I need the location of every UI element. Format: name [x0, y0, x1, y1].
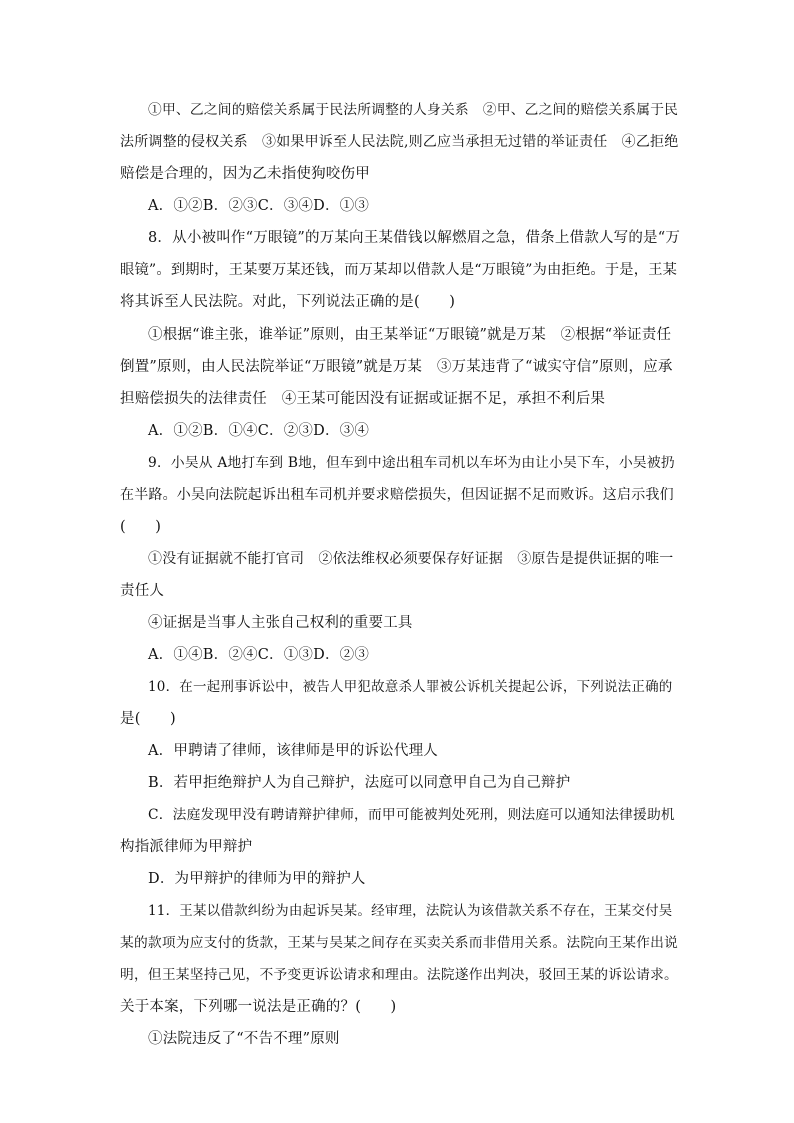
q8-answers: A．①②B．①④C．②③D．③④: [148, 423, 370, 439]
q11-stem-line-1: 11．王某以借款纠纷为由起诉吴某。经审理，法院认为该借款关系不存在，王某交付吴: [148, 903, 673, 919]
q10-option-b: B．若甲拒绝辩护人为自己辩护，法庭可以同意甲自己为自己辩护: [148, 775, 571, 791]
q8-stem-line-3: 将其诉至人民法院。对此，下列说法正确的是( ): [120, 294, 456, 310]
q9-stem-line-3: ( ): [120, 519, 162, 535]
q10-option-d: D．为甲辩护的律师为甲的辩护人: [148, 871, 366, 887]
q11-stem-line-2: 某的款项为应支付的货款，王某与吴某之间存在买卖关系而非借用关系。法院向王某作出说: [120, 935, 679, 951]
q7-option-3-line: 赔偿是合理的，因为乙未指使狗咬伤甲: [120, 166, 370, 182]
q10-stem-line-2: 是( ): [120, 711, 176, 727]
q10-option-c-line-1: C．法庭发现甲没有聘请辩护律师，而甲可能被判处死刑，则法庭可以通知法律援助机: [148, 807, 675, 823]
q9-stem-line-2: 在半路。小吴向法院起诉出租车司机并要求赔偿损失，但因证据不足而败诉。这启示我们: [120, 487, 674, 503]
q8-stem-line-2: 眼镜”。到期时，王某要万某还钱，而万某却以借款人是“万眼镜”为由拒绝。于是，王某: [120, 262, 678, 278]
q10-stem-line-1: 10．在一起刑事诉讼中，被告人甲犯故意杀人罪被公诉机关提起公诉，下列说法正确的: [148, 679, 673, 695]
q11-option-1: ①法院违反了“不告不理”原则: [148, 1031, 340, 1047]
q8-option-line-2: 倒置”原则，由人民法院举证“万眼镜”就是万某 ③万某违背了“诚实守信”原则，应承: [120, 359, 673, 375]
q7-answers: A．①②B．②③C．③④D．①③: [148, 198, 370, 214]
q9-answers: A．①④B．②④C．①③D．②③: [148, 647, 370, 663]
q11-stem-line-3: 明，但王某坚持己见，不予变更诉讼请求和理由。法院遂作出判决，驳回王某的诉讼请求。: [120, 967, 679, 983]
q11-stem-line-4: 关于本案，下列哪一说法是正确的？( ): [120, 999, 397, 1015]
q9-stem-line-1: 9．小吴从 A地打车到 B地，但车到中途出租车司机以车坏为由让小吴下车，小吴被扔: [148, 455, 675, 471]
q8-option-line-3: 担赔偿损失的法律责任 ④王某可能因没有证据或证据不足，承担不利后果: [120, 391, 606, 407]
q8-option-line-1: ①根据“谁主张，谁举证”原则，由王某举证“万眼镜”就是万某 ②根据“举证责任: [148, 327, 672, 343]
q10-option-c-line-2: 构指派律师为甲辩护: [120, 839, 253, 855]
q7-option-2-line: 法所调整的侵权关系 ③如果甲诉至人民法院,则乙应当承担无过错的举证责任 ④乙拒绝: [120, 134, 679, 150]
q9-option-line-3: ④证据是当事人主张自己权利的重要工具: [148, 615, 413, 631]
q10-option-a: A．甲聘请了律师，该律师是甲的诉讼代理人: [148, 743, 438, 759]
q9-option-line-1: ①没有证据就不能打官司 ②依法维权必须要保存好证据 ③原告是提供证据的唯一: [148, 551, 674, 567]
q7-option-1-line: ①甲、乙之间的赔偿关系属于民法所调整的人身关系 ②甲、乙之间的赔偿关系属于民: [148, 102, 679, 118]
q8-stem-line-1: 8．从小被叫作“万眼镜”的万某向王某借钱以解燃眉之急，借条上借款人写的是“万: [148, 230, 681, 246]
q9-option-line-2: 责任人: [120, 583, 165, 599]
